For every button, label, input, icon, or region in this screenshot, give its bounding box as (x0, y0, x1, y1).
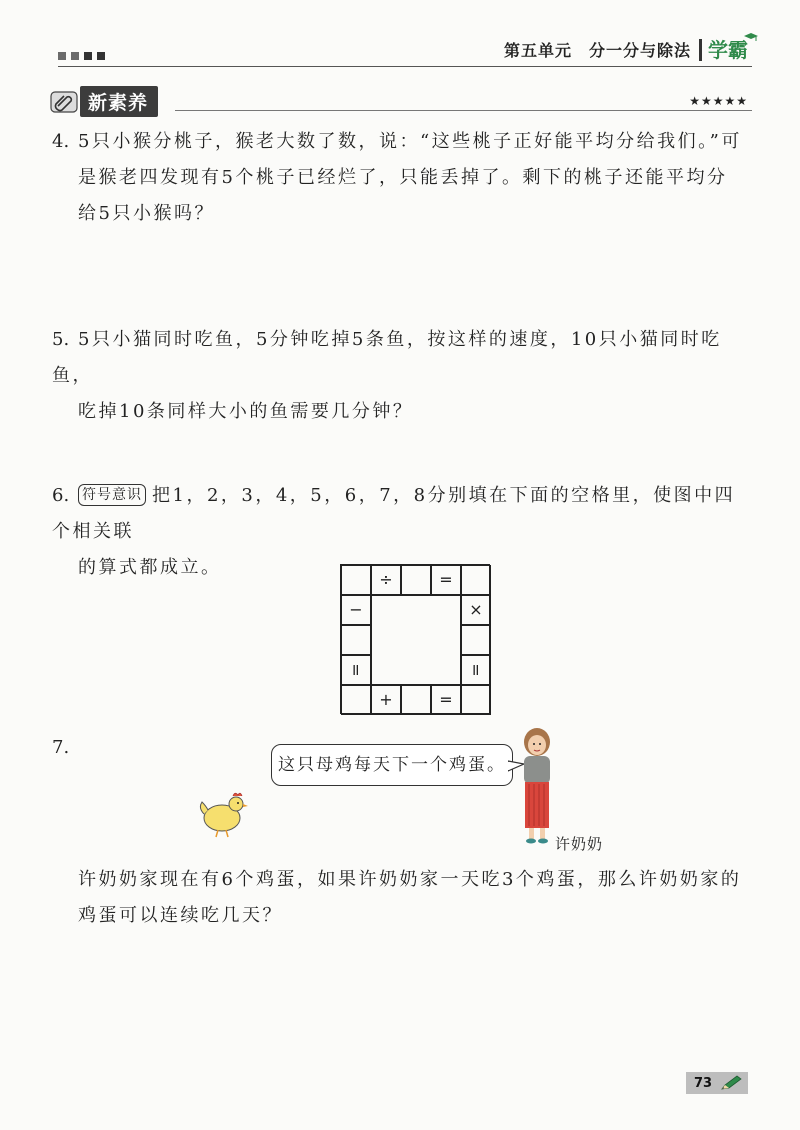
grid-blank-cell[interactable] (461, 625, 491, 655)
problem-text-line: 许奶奶家现在有6个鸡蛋，如果许奶奶家一天吃3个鸡蛋，那么许奶奶家的 (78, 869, 742, 890)
grid-operator-equals: = (431, 685, 461, 715)
section-title: 新素养 (80, 86, 158, 117)
paperclip-icon (50, 91, 78, 113)
problem-text-line: 鸡蛋可以连续吃几天？ (78, 905, 283, 926)
header-square (58, 52, 66, 60)
page-number-tab (686, 1072, 748, 1094)
grid-blank-cell[interactable] (341, 625, 371, 655)
problem-number: 6. (52, 485, 70, 506)
graduation-cap-icon (744, 33, 758, 41)
header-square (84, 52, 92, 60)
grid-blank-cell[interactable] (401, 565, 431, 595)
difficulty-stars: ★★★★★ (689, 94, 748, 108)
brand-text: 学霸 (708, 38, 748, 62)
pencil-icon (720, 1075, 742, 1091)
problem-text-line: 的算式都成立。 (78, 557, 222, 578)
problem-text-line: 5只小猫同时吃鱼，5分钟吃掉5条鱼，按这样的速度，10只小猫同时吃鱼， (52, 329, 722, 386)
grandma-icon (512, 726, 562, 844)
section-banner (50, 86, 158, 117)
grid-operator-equals-vertical (341, 655, 371, 685)
grid-operator-times: × (461, 595, 491, 625)
person-label: 许奶奶 (555, 835, 604, 853)
problem-text-line: 吃掉10条同样大小的鱼需要几分钟？ (78, 401, 414, 422)
problem-text-line: 是猴老四发现有5个桃子已经烂了，只能丢掉了。剩下的桃子还能平均分 (78, 167, 728, 188)
problem-4 (52, 124, 752, 232)
section-rule (175, 110, 752, 111)
grid-operator-divide: ÷ (371, 565, 401, 595)
problem-number: 5. (52, 329, 70, 350)
grid-blank-cell[interactable] (461, 685, 491, 715)
page-number: 73 (694, 1075, 713, 1091)
problem-text-line: 给5只小猴吗？ (78, 203, 215, 224)
grid-operator-minus: − (341, 595, 371, 625)
number-grid (340, 564, 490, 714)
speech-bubble: 这只母鸡每天下一个鸡蛋。 (271, 744, 513, 786)
grid-blank-cell[interactable] (341, 565, 371, 595)
grid-operator-equals: = (431, 565, 461, 595)
grid-blank-cell[interactable] (401, 685, 431, 715)
equals-glyph: = (347, 663, 366, 677)
grid-operator-plus: + (371, 685, 401, 715)
hen-icon (198, 790, 250, 838)
grid-center-empty (371, 595, 461, 685)
problem-5 (52, 322, 752, 430)
page-header (504, 38, 748, 61)
grid-operator-equals-vertical (461, 655, 491, 685)
grid-blank-cell[interactable] (341, 685, 371, 715)
chapter-title: 第五单元 分一分与除法 (503, 41, 691, 60)
header-squares (58, 52, 105, 60)
header-rule (58, 66, 752, 67)
problem-7 (52, 862, 752, 934)
equals-glyph: = (467, 663, 486, 677)
grid-blank-cell[interactable] (461, 565, 491, 595)
skill-tag: 符号意识 (78, 484, 146, 506)
brand-logo (699, 39, 748, 61)
problem-number: 7. (52, 737, 70, 758)
header-square (71, 52, 79, 60)
problem-text-line: 5只小猴分桃子，猴老大数了数，说：“这些桃子正好能平均分给我们。”可 (78, 131, 742, 152)
problem-number: 4. (52, 131, 70, 152)
header-square (97, 52, 105, 60)
problem-text-line: 把1，2，3，4，5，6，7，8分别填在下面的空格里，使图中四个相关联 (52, 485, 736, 542)
